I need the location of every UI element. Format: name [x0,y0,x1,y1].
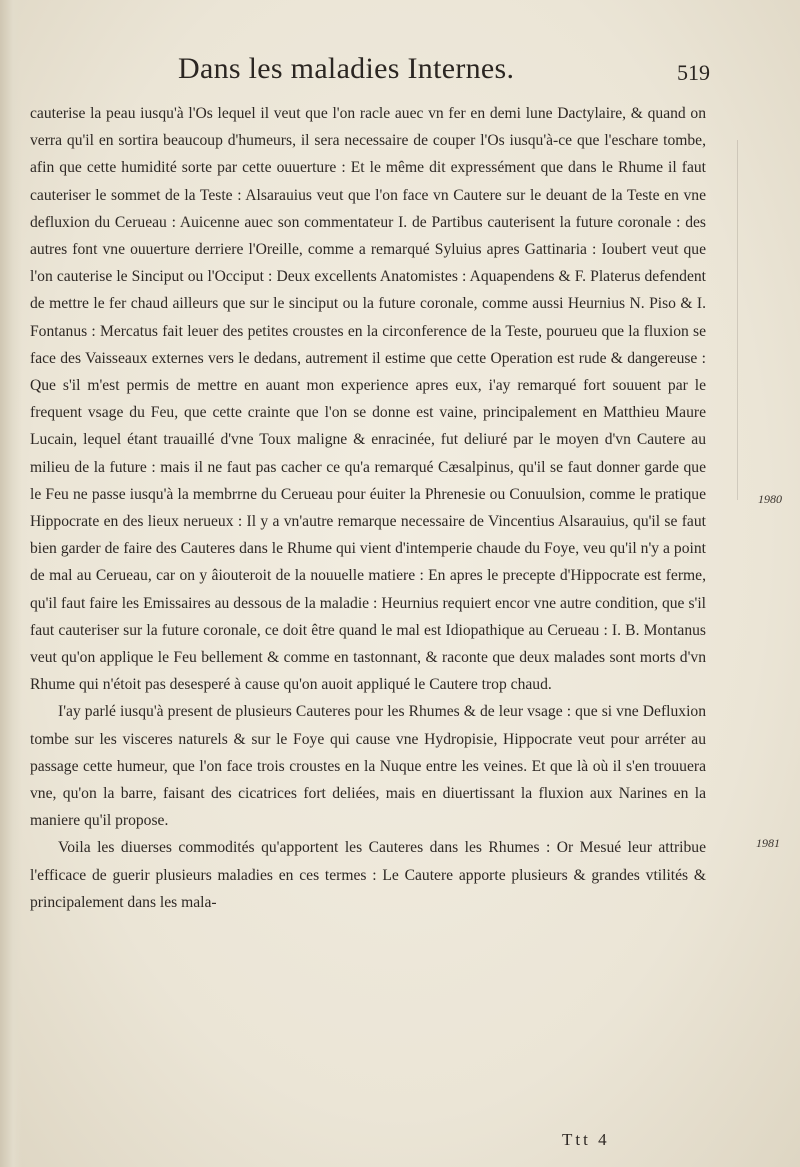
margin-note-2: 1981 [756,836,780,850]
paragraph-3: Voila les diuerses commodités qu'apportent les Cauteres dans les Rhumes : Or Mesué leur attribue l'efficace de guerir plusieurs maladies en ces termes : Le Cautere apporte plusieurs & grandes vtilités & principalement dans les mala- [30,839,706,911]
paragraph-1: cauterise la peau iusqu'à l'Os lequel il veut que l'on racle auec vn fer en demi lune Dactylaire, & quand on verra qu'il en sortira beaucoup d'humeurs, il sera necessaire de couper l'Os iusqu'à-ce que l'eschare tombe, afin que cette humidité sorte par cette ouuerture : Et le même dit expressément que dans le Rhume il faut cauteriser le sommet de la Teste : Alsarauius veut que l'on face vn Cautere sur le deuant de la Teste en vne defluxion du Cerueau : Auicenne auec son commentateur I. de Partibus cauterisent la future coronale : des autres font vne ouuerture derriere l'Oreille, comme a remarqué Syluius apres Gattinaria : Ioubert veut que l'on cauterise le Sinciput ou l'Occiput : Deux excellents Anatomistes : Aquapendens & F. Platerus defendent de mettre le fer chaud ailleurs que sur le sinciput ou la future coronale, comme aussi Heurnius N. Piso & I. Fontanus : Mercatus fait leuer des petites croustes en la circonference de la Teste, pourueu que la fluxion se face des Vaisseaux externes vers le dedans, autrement il estime que cette Operation est rude & dangereuse : Que s'il m'est permis de mettre en auant mon experience apres eux, i'ay remarqué fort souuent par le frequent vsage du Feu, que cette crainte que l'on se donne est vaine, principalement en Matthieu Maure Lucain, lequel étant trauaillé d'vne Toux maligne & enracinée, fut deliuré par le moyen d'vn Cautere au milieu de la future : mais il ne faut pas cacher ce qu'a remarqué Cæsalpinus, qu'il se faut donner garde que le Feu ne passe iusqu'à la membrrne du Cerueau pour éuiter la Phrenesie ou Conuulsion, comme le pratique Hippocrate en des lieux nerueux : Il y a vn'autre remarque necessaire de Vincentius Alsarauius, qu'il se faut bien garder de faire des Cauteres dans le Rhume qui vient d'intemperie chaude du Foye, veu qu'il n'y a point de mal au Cerueau, car on y âiouteroit de la nouuelle matiere : En apres le precepte d'Hippocrate est ferme, qu'il faut faire les Emissaires au dessous de la maladie : Heurnius requiert encor vne autre condition, que s'il faut cauteriser sur la future coronale, ce doit être quand le mal est Idiopathique au Cerueau : I. B. Montanus veut qu'on applique le Feu bellement & comme en tastonnant, & raconte que deux malades sont morts d'vn Rhume qui n'étoit pas desesperé à cause qu'on auoit appliqué le Cautere trop chaud. [30,105,706,694]
margin-note-1: 1980 [758,492,782,506]
running-head [178,52,710,92]
page-number: 519 [677,60,710,85]
page-spine-shadow [0,0,22,1167]
page-title: Dans les maladies Internes. [178,52,515,85]
main-text [30,100,706,916]
paragraph-2: I'ay parlé iusqu'à present de plusieurs Cauteres pour les Rhumes & de leur vsage : que si vne Defluxion tombe sur les visceres naturels & sur le Foye qui cause vne Hydropisie, Hippocrate veut pour arréter au passage cette humeur, que l'on face trois croustes en la Nuque entre les veines. Et que là où il s'en trouuera vne, qu'on la barre, faisant des cicatrices fort deliées, mais en diuertissant la fluxion aux Narines en la maniere qu'il propose. [30,703,706,830]
signature-mark: Ttt 4 [562,1130,610,1149]
margin-stain [737,140,738,500]
